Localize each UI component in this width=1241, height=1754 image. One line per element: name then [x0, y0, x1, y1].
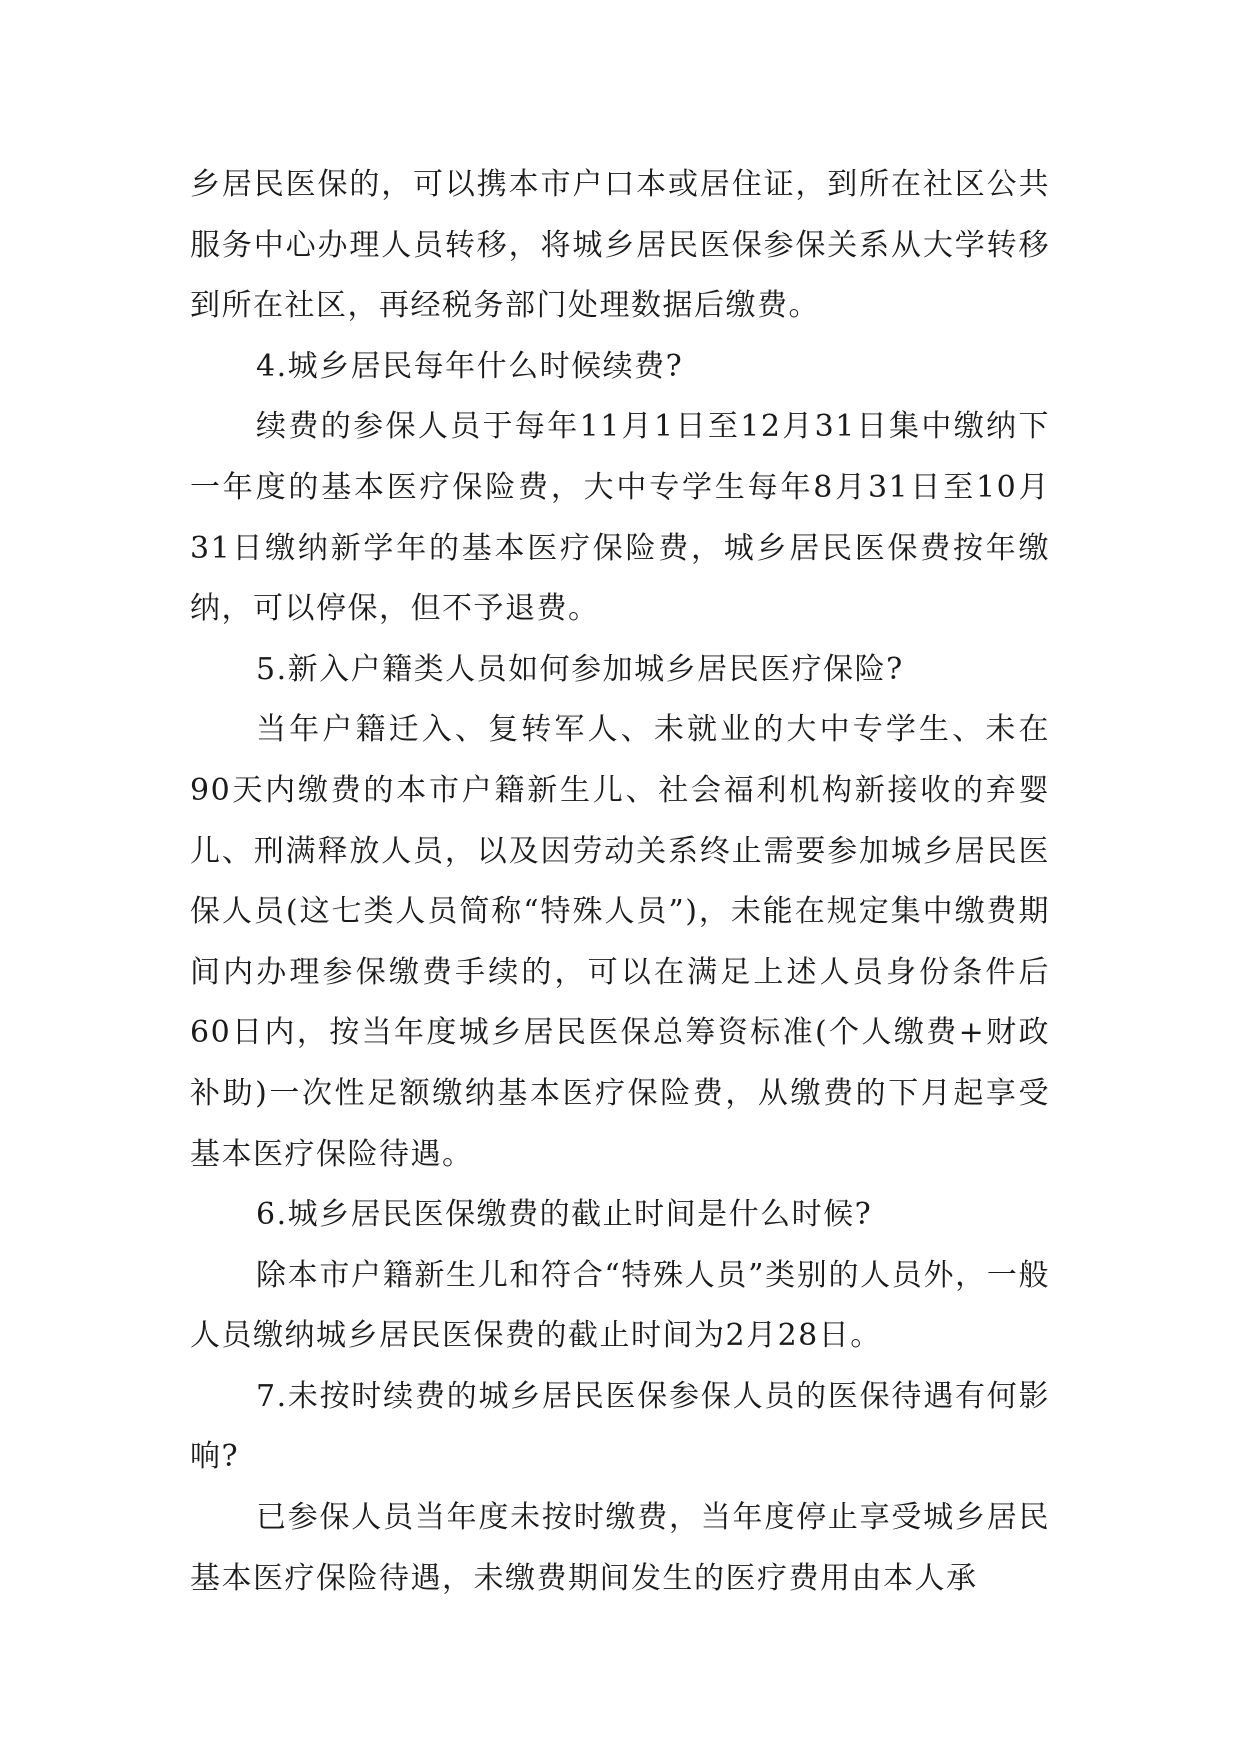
question-7: 7.未按时续费的城乡居民医保参保人员的医保待遇有何影响? [190, 1378, 1050, 1475]
document-page [190, 155, 1050, 1609]
question-4: 4.城乡居民每年什么时候续费? [256, 348, 684, 384]
question-6: 6.城乡居民医保缴费的截止时间是什么时候? [256, 1197, 873, 1233]
question-5: 5.新入户籍类人员如何参加城乡居民医疗保险? [256, 651, 904, 687]
answer-6: 除本市户籍新生儿和符合“特殊人员”类别的人员外，一般人员缴纳城乡居民医保费的截止时间为2月28日。 [190, 1257, 1050, 1354]
answer-4: 续费的参保人员于每年11月1日至12月31日集中缴纳下一年度的基本医疗保险费，大中专学生每年8月31日至10月31日缴纳新学年的基本医疗保险费，城乡居民医保费按年缴纳，可以停保，但不予退费。 [190, 409, 1050, 627]
paragraph-continued: 乡居民医保的，可以携本市户口本或居住证，到所在社区公共服务中心办理人员转移，将城乡居民医保参保关系从大学转移到所在社区，再经税务部门处理数据后缴费。 [190, 167, 1050, 324]
answer-5: 当年户籍迁入、复转军人、未就业的大中专学生、未在90天内缴费的本市户籍新生儿、社会福利机构新接收的弃婴儿、刑满释放人员，以及因劳动关系终止需要参加城乡居民医保人员(这七类人员简称“特殊人员”)，未能在规定集中缴费期间内办理参保缴费手续的，可以在满足上述人员身份条件后60日内，按当年度城乡居民医保总筹资标准(个人缴费+财政补助)一次性足额缴纳基本医疗保险费，从缴费的下月起享受基本医疗保险待遇。 [190, 712, 1050, 1172]
answer-7: 已参保人员当年度未按时缴费，当年度停止享受城乡居民基本医疗保险待遇，未缴费期间发生的医疗费用由本人承 [190, 1500, 1050, 1596]
